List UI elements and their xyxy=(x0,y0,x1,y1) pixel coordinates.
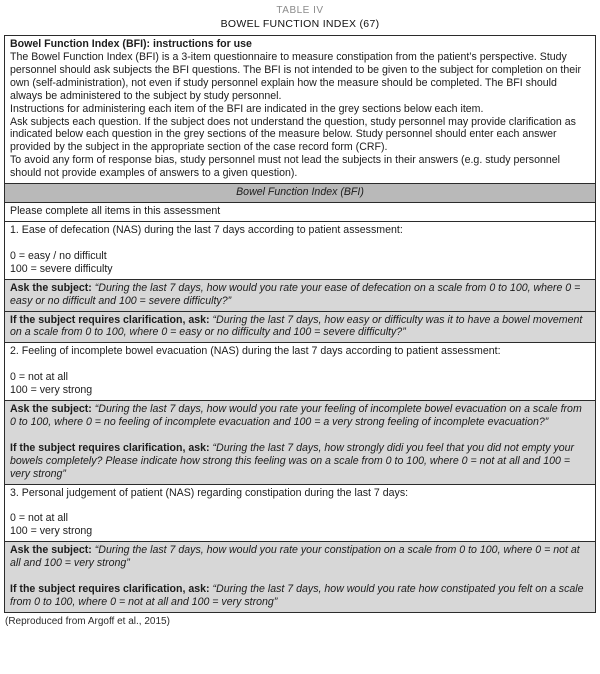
text-plain: Ask subjects each question. If the subject does not understand the question, study personnel may provide clarification as indicated below each question in the grey sections of the measure below. Study personnel should enter each answer provided by the subject in the appropriate section of the case record form (CRF). xyxy=(10,115,576,154)
text-italic: “During the last 7 days, how would you rate how constipated you felt on a scale from 0 to 100, where 0 = not at all and 100 = very strong” xyxy=(10,583,584,608)
text-plain: 100 = very strong xyxy=(10,384,93,397)
paragraph xyxy=(10,38,590,51)
paragraph xyxy=(10,51,590,103)
text-italic: “During the last 7 days, how strongly didi you feel that you did not empty your bowels completely? Please indicate how strong this feeling was on a scale from 0 to 100, where 0 = not at all and 100 = very strong” xyxy=(10,441,575,480)
paragraph xyxy=(10,154,590,180)
text-plain: 0 = not at all xyxy=(10,371,69,384)
paragraph xyxy=(10,237,590,250)
text-plain: 0 = not at all xyxy=(10,512,69,525)
paragraph xyxy=(10,103,590,116)
table-row-instructions xyxy=(5,36,595,184)
paragraph xyxy=(10,371,590,384)
paragraph xyxy=(10,384,590,397)
paragraph xyxy=(10,263,590,276)
paragraph xyxy=(10,186,590,199)
text-bold: Ask the subject: xyxy=(10,281,95,294)
paragraph xyxy=(10,570,590,583)
text-plain: 1. Ease of defecation (NAS) during the last 7 days according to patient assessment: xyxy=(10,223,403,236)
table-row-question-3-instructions xyxy=(5,542,595,612)
table-row-question-1-clarification xyxy=(5,312,595,344)
paragraph xyxy=(10,205,590,218)
table-row-assessment-note xyxy=(5,203,595,222)
text-italic: “During the last 7 days, how would you rate your constipation on a scale from 0 to 100, where 0 = not at all and 100 = very strong” xyxy=(10,544,580,570)
paragraph xyxy=(10,544,590,570)
text-bold: Ask the subject: xyxy=(10,403,95,416)
paragraph xyxy=(10,429,590,442)
page-title: BOWEL FUNCTION INDEX (67) xyxy=(220,18,380,31)
table-row-section-header xyxy=(5,184,595,203)
table-label: TABLE IV xyxy=(276,5,324,16)
paragraph xyxy=(10,224,590,237)
table-row-question-2 xyxy=(5,343,595,401)
text-plain: Instructions for administering each item of the BFI are indicated in the grey sections below each item. xyxy=(10,102,484,115)
text-bold: Bowel Function Index (BFI): instructions for use xyxy=(10,37,252,50)
text-italic: “During the last 7 days, how would you rate your ease of defecation on a scale from 0 to 100, where 0 = easy or no difficult and 100 = severe difficulty?” xyxy=(10,281,581,307)
table-row-question-3 xyxy=(5,485,595,543)
text-plain: 100 = severe difficulty xyxy=(10,262,113,275)
text-bold: If the subject requires clarification, ask: xyxy=(10,313,213,326)
table-row-question-1-ask xyxy=(5,280,595,312)
paragraph xyxy=(10,403,590,429)
paragraph xyxy=(10,499,590,512)
bfi-table xyxy=(4,35,596,613)
paragraph xyxy=(10,487,590,500)
source-footnote: (Reproduced from Argoff et al., 2015) xyxy=(5,615,170,627)
text-plain: 100 = very strong xyxy=(10,525,93,538)
paragraph xyxy=(10,314,590,340)
paragraph xyxy=(10,282,590,308)
text-italic: Bowel Function Index (BFI) xyxy=(236,186,364,199)
text-bold: If the subject requires clarification, ask: xyxy=(10,441,213,454)
paragraph xyxy=(10,250,590,263)
text-plain: 0 = easy / no difficult xyxy=(10,249,107,262)
table-row-question-1 xyxy=(5,222,595,280)
text-plain: The Bowel Function Index (BFI) is a 3-item questionnaire to measure constipation from the patient’s perspective. Study personnel should ask subjects the BFI questions. The BFI is not intended to be given to the subject for completion on their own (self-administration), not even if study personnel explain how the measure should be completed. The BFI should always be administered to the subject by study personnel. xyxy=(10,50,582,102)
paragraph xyxy=(10,358,590,371)
paragraph xyxy=(10,525,590,538)
table-row-question-2-instructions xyxy=(5,401,595,485)
table-caption-block xyxy=(0,0,600,31)
text-plain: 3. Personal judgement of patient (NAS) regarding constipation during the last 7 days: xyxy=(10,486,409,499)
text-plain: To avoid any form of response bias, study personnel must not lead the subjects in their answers (e.g. study personnel should not provide examples of answers to a given question). xyxy=(10,154,560,180)
text-italic: “During the last 7 days, how would you rate your feeling of incomplete bowel evacuation on a scale from 0 to 100, where 0 = no feeling of incomplete evacuation and 100 = a very strong feeling of incomplete evacuation?” xyxy=(10,403,582,428)
text-plain: Please complete all items in this assessment xyxy=(10,205,221,218)
paragraph xyxy=(10,345,590,358)
paragraph xyxy=(10,512,590,525)
paragraph xyxy=(10,116,590,155)
paragraph xyxy=(10,442,590,481)
text-bold: Ask the subject: xyxy=(10,544,95,557)
text-bold: If the subject requires clarification, ask: xyxy=(10,583,213,596)
paragraph xyxy=(10,583,590,609)
text-plain: 2. Feeling of incomplete bowel evacuation (NAS) during the last 7 days according to patient assessment: xyxy=(10,345,501,358)
text-italic: “During the last 7 days, how easy or difficulty was it to have a bowel movement on a scale from 0 to 100, where 0 = easy or no difficulty and 100 = severe difficulty?” xyxy=(10,313,583,339)
